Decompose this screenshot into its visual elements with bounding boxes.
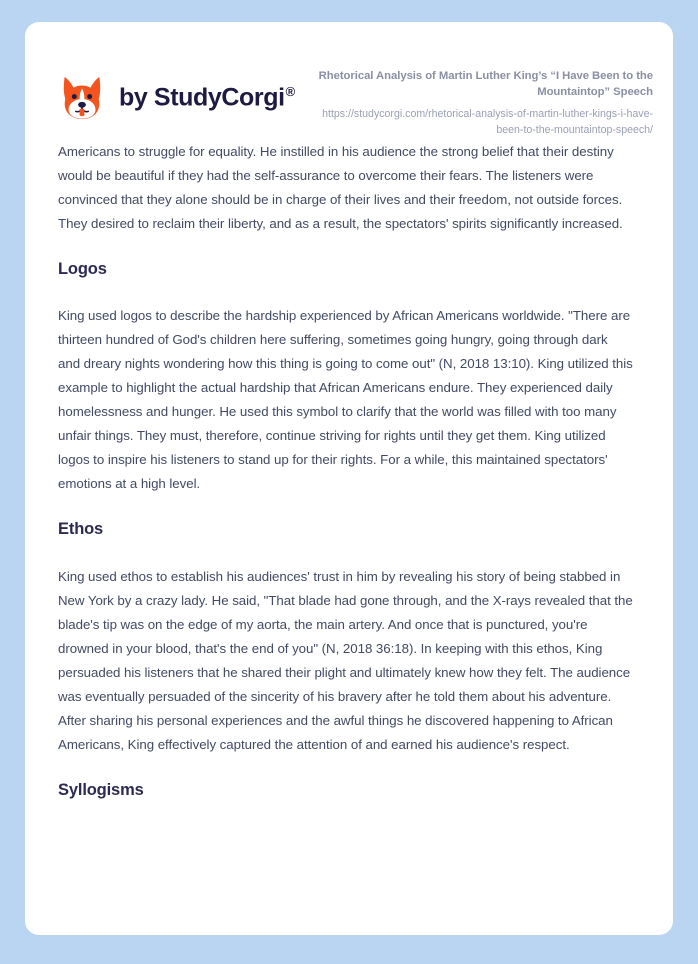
section-heading-logos: Logos [58,260,107,278]
section-heading-syllogisms: Syllogisms [58,780,144,799]
intro-paragraph: Americans to struggle for equality. He instilled in his audience the strong belief that their destiny would be beautiful if they had the self-assurance to overcome their fears. The listeners were convinced that they alone should be in charge of their lives and their freedom, not outside forces. They desired to reclaim their liberty, and as a result, the spectators' spirits significantly increased. [58,144,623,231]
document-url[interactable]: https://studycorgi.com/rhetorical-analysis-of-martin-luther-kings-i-have-been-to-the-mountaintop-speech/ [322,107,653,136]
corgi-head-icon [58,74,106,122]
article-content [25,140,673,801]
page-header [25,22,673,140]
brand-logo-group[interactable] [58,66,295,122]
document-card [25,22,673,935]
registered-trademark-icon: ® [285,84,296,100]
section-heading-ethos: Ethos [58,520,104,539]
brand-wordmark [119,85,295,110]
document-title: Rhetorical Analysis of Martin Luther King’s “I Have Been to the Mountaintop” Speech [318,70,653,99]
section-paragraph-logos: King used logos to describe the hardship experienced by African Americans worldwide. "There are thirteen hundred of God's children here suffering, sometimes going hungry, going through dark and dreary nights wondering how this thing is going to come out" (N, 2018 13:10). King utilized this example to highlight the actual hardship that African Americans endure. They experienced daily homelessness and hunger. He used this symbol to clarify that the world was filled with too many unfair things. They must, therefore, continue striving for rights until they get them. King utilized logos to inspire his listeners to stand up for their rights. For a while, this maintained spectators' emotions at a high level. [58,308,633,492]
brand-wordmark-text: by StudyCorgi [119,83,285,112]
document-meta [308,66,653,139]
section-paragraph-ethos: King used ethos to establish his audiences' trust in him by revealing his story of being stabbed in New York by a crazy lady. He said, "That blade had gone through, and the X-rays revealed that the blade's tip was on the edge of my aorta, the main artery. And once that is punctured, you're drowned in your blood, that's the end of you" (N, 2018 36:18). In keeping with this ethos, King persuaded his listeners that he shared their plight and ultimately knew how they felt. The audience was eventually persuaded of the sincerity of his bravery after he told them about his adventure. After sharing his personal experiences and the awful things he discovered happening to African Americans, King effectively captured the attention of and earned his audience's respect. [58,568,633,752]
